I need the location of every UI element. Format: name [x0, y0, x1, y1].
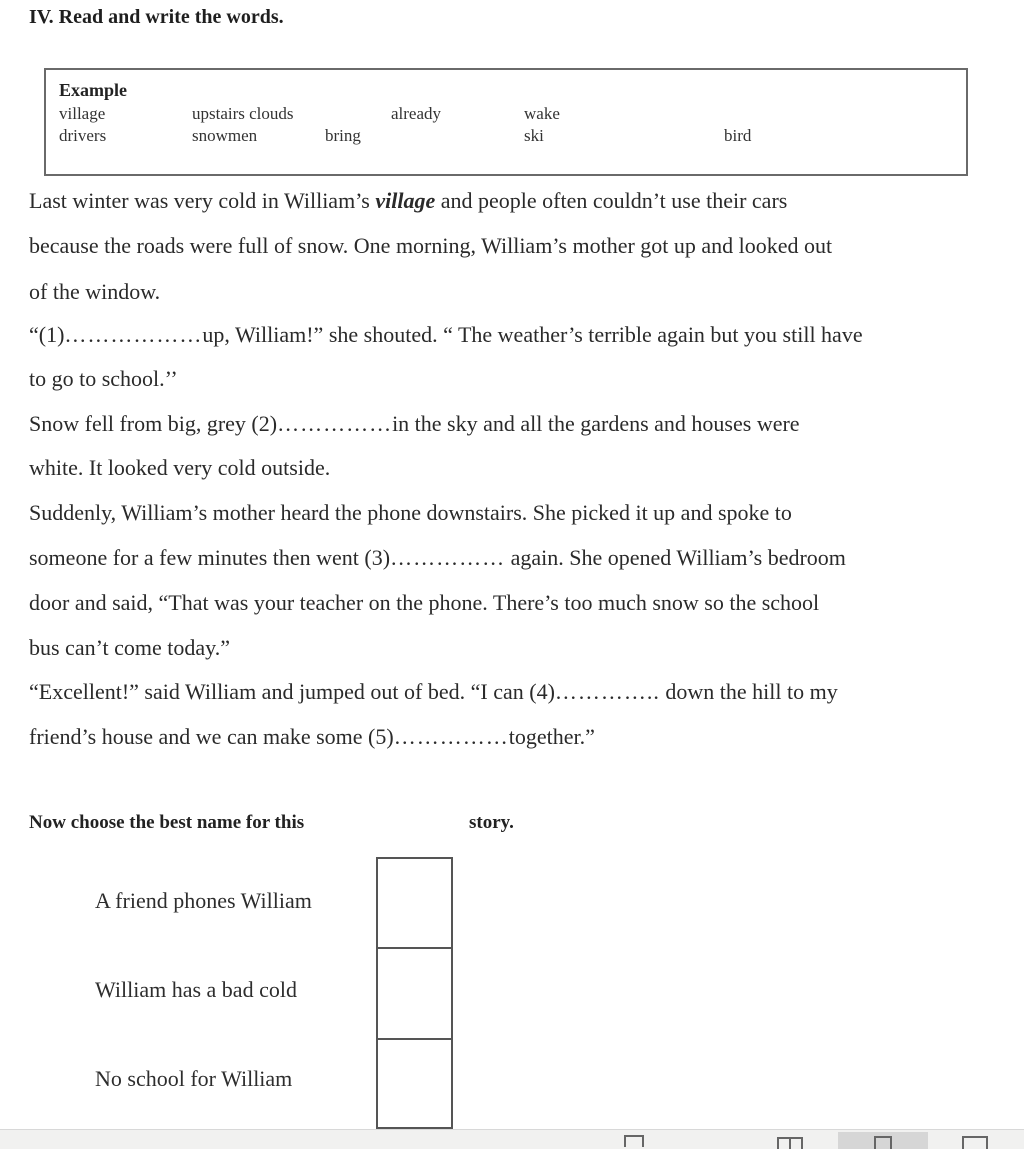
- story-text: “Excellent!” said William and jumped out of bed. “I can (4): [29, 679, 555, 704]
- web-layout-icon[interactable]: [945, 1132, 1005, 1149]
- story-text: up, William!” she shouted. “ The weather’s terrible again but you still have: [202, 322, 863, 347]
- story-line: [29, 322, 863, 348]
- story-line: white. It looked very cold outside.: [29, 455, 331, 480]
- blank-4[interactable]: …………..: [554, 679, 660, 704]
- focus-icon[interactable]: [618, 1132, 658, 1149]
- word-ski: ski: [524, 126, 544, 145]
- story-text: and people often couldn’t use their cars: [435, 188, 788, 213]
- word-snowmen: snowmen: [192, 126, 258, 145]
- blank-3[interactable]: ……………: [390, 545, 506, 570]
- story-line: because the roads were full of snow. One morning, William’s mother got up and looked out: [29, 233, 833, 258]
- story-line: bus can’t come today.”: [29, 635, 230, 660]
- word-already: already: [391, 104, 442, 123]
- example-label: Example: [59, 80, 128, 100]
- story-text: friend’s house and we can make some (5): [29, 724, 394, 749]
- word-bring: bring: [325, 126, 361, 145]
- option-label: William has a bad cold: [95, 977, 297, 1002]
- option-label: A friend phones William: [95, 888, 312, 913]
- story-line: [29, 679, 838, 705]
- story-line: Suddenly, William’s mother heard the phone downstairs. She picked it up and spoke to: [29, 500, 792, 525]
- story-line: of the window.: [29, 279, 161, 304]
- story-text: in the sky and all the gardens and houses were: [392, 411, 800, 436]
- word-village: village: [59, 104, 106, 123]
- story-text: Snow fell from big, grey (2): [29, 411, 278, 436]
- word-box: [44, 68, 968, 176]
- option-checkbox-1[interactable]: [376, 857, 453, 949]
- status-bar: [0, 1129, 1024, 1149]
- option-label: No school for William: [95, 1066, 293, 1091]
- read-mode-icon[interactable]: [770, 1132, 810, 1149]
- blank-2[interactable]: ……………: [277, 411, 393, 436]
- choose-prompt: Now choose the best name for this: [29, 812, 305, 833]
- story-text: again. She opened William’s bedroom: [505, 545, 846, 570]
- option-checkbox-2[interactable]: [376, 947, 453, 1040]
- word-bird: bird: [724, 126, 752, 145]
- word-upstairs-clouds: upstairs clouds: [192, 104, 294, 123]
- choose-prompt-end: story.: [469, 812, 514, 833]
- exercise-heading: IV. Read and write the words.: [29, 6, 284, 28]
- story-line: [29, 411, 800, 437]
- story-line: door and said, “That was your teacher on the phone. There’s too much snow so the school: [29, 590, 820, 615]
- story-line: [29, 724, 595, 750]
- blank-1[interactable]: ………………: [64, 322, 203, 347]
- story-text: Last winter was very cold in William’s: [29, 188, 376, 213]
- story-text: someone for a few minutes then went (3): [29, 545, 391, 570]
- word-wake: wake: [524, 104, 560, 123]
- print-layout-icon[interactable]: [838, 1132, 928, 1149]
- story-line: [29, 188, 787, 214]
- story-text: “(1): [29, 322, 65, 347]
- story-line: [29, 545, 846, 571]
- blank-5[interactable]: ……………: [393, 724, 509, 749]
- story-text: down the hill to my: [659, 679, 838, 704]
- word-drivers: drivers: [59, 126, 107, 145]
- option-checkbox-3[interactable]: [376, 1038, 453, 1129]
- story-text: together.”: [508, 724, 595, 749]
- story-line: to go to school.’’: [29, 366, 178, 391]
- example-word: village: [375, 188, 436, 213]
